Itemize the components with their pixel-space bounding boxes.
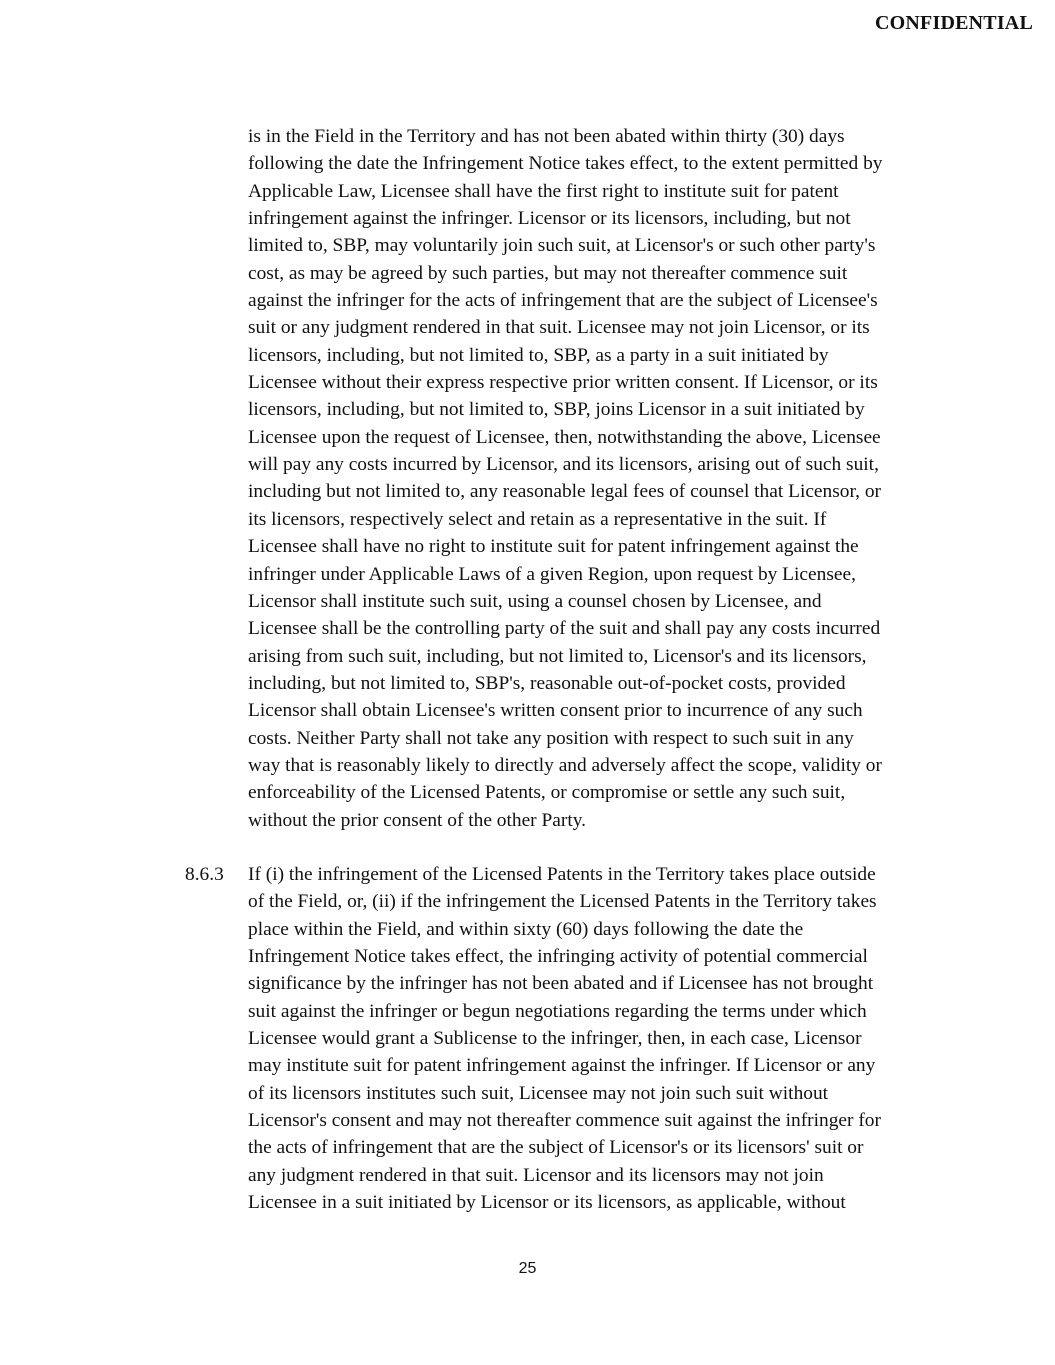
paragraph-line: licensors, including, but not limited to, SBP, as a party in a suit initiated by [248, 344, 829, 366]
paragraph-line: cost, as may be agreed by such parties, but may not thereafter commence suit [248, 262, 848, 284]
section-line: the acts of infringement that are the subject of Licensor's or its licensors' suit or [248, 1137, 864, 1159]
paragraph-line: including, but not limited to, SBP's, reasonable out-of-pocket costs, provided [248, 672, 846, 694]
paragraph-line: without the prior consent of the other Party. [248, 809, 587, 831]
paragraph-line: including but not limited to, any reasonable legal fees of counsel that Licensor, or [248, 481, 882, 503]
paragraph-line: Applicable Law, Licensee shall have the first right to institute suit for patent [248, 180, 839, 202]
paragraph-line: infringement against the infringer. Licensor or its licensors, including, but not [248, 208, 851, 230]
paragraph-line: suit or any judgment rendered in that suit. Licensee may not join Licensor, or its [248, 317, 870, 339]
paragraph-line: Licensor shall institute such suit, using a counsel chosen by Licensee, and [248, 590, 822, 612]
page-number: 25 [518, 1260, 537, 1277]
section-number: 8.6.3 [185, 864, 224, 885]
paragraph-line: infringer under Applicable Laws of a given Region, upon request by Licensee, [248, 563, 856, 585]
section-line: Licensee would grant a Sublicense to the infringer, then, in each case, Licensor [248, 1028, 862, 1050]
paragraph-line: Licensee shall have no right to institute suit for patent infringement against the [248, 536, 859, 558]
continued-paragraph [248, 123, 938, 834]
section-8-6-3 [185, 861, 938, 1216]
section-line: Licensee in a suit initiated by Licensor or its licensors, as applicable, without [248, 1192, 846, 1214]
section-line: Infringement Notice takes effect, the infringing activity of potential commercial [248, 946, 868, 968]
section-line: place within the Field, and within sixty (60) days following the date the [248, 918, 804, 940]
section-line: may institute suit for patent infringement against the infringer. If Licensor or any [248, 1055, 876, 1077]
paragraph-line: Licensee upon the request of Licensee, then, notwithstanding the above, Licensee [248, 426, 881, 448]
paragraph-line: limited to, SBP, may voluntarily join such suit, at Licensor's or such other party's [248, 235, 876, 257]
paragraph-line: Licensee without their express respective prior written consent. If Licensor, or its [248, 372, 878, 394]
section-line: significance by the infringer has not been abated and if Licensee has not brought [248, 973, 874, 995]
section-line: of the Field, or, (ii) if the infringement the Licensed Patents in the Territory takes [248, 891, 877, 913]
section-line: any judgment rendered in that suit. Licensor and its licensors may not join [248, 1164, 824, 1186]
paragraph-line: following the date the Infringement Notice takes effect, to the extent permitted by [248, 153, 883, 175]
paragraph-line: enforceability of the Licensed Patents, or compromise or settle any such suit, [248, 782, 846, 804]
paragraph-line: against the infringer for the acts of infringement that are the subject of Licensee's [248, 290, 878, 312]
paragraph-line: licensors, including, but not limited to, SBP, joins Licensor in a suit initiated by [248, 399, 865, 421]
paragraph-line: its licensors, respectively select and retain as a representative in the suit. If [248, 508, 827, 530]
paragraph-line: will pay any costs incurred by Licensor, and its licensors, arising out of such suit, [248, 454, 879, 476]
confidential-header: CONFIDENTIAL [875, 12, 1033, 34]
paragraph-line: way that is reasonably likely to directly and adversely affect the scope, validity or [248, 754, 882, 776]
section-line: Licensor's consent and may not thereafter commence suit against the infringer for [248, 1110, 881, 1132]
paragraph-line: costs. Neither Party shall not take any position with respect to such suit in any [248, 727, 854, 749]
section-line: suit against the infringer or begun negotiations regarding the terms under which [248, 1000, 867, 1022]
section-line: If (i) the infringement of the Licensed Patents in the Territory takes place outside [248, 864, 876, 885]
section-line: of its licensors institutes such suit, Licensee may not join such suit without [248, 1082, 829, 1104]
paragraph-line: Licensor shall obtain Licensee's written consent prior to incurrence of any such [248, 700, 863, 722]
paragraph-line: arising from such suit, including, but not limited to, Licensor's and its licensors, [248, 645, 867, 667]
paragraph-line: is in the Field in the Territory and has not been abated within thirty (30) days [248, 126, 845, 147]
paragraph-line: Licensee shall be the controlling party of the suit and shall pay any costs incurred [248, 618, 881, 640]
